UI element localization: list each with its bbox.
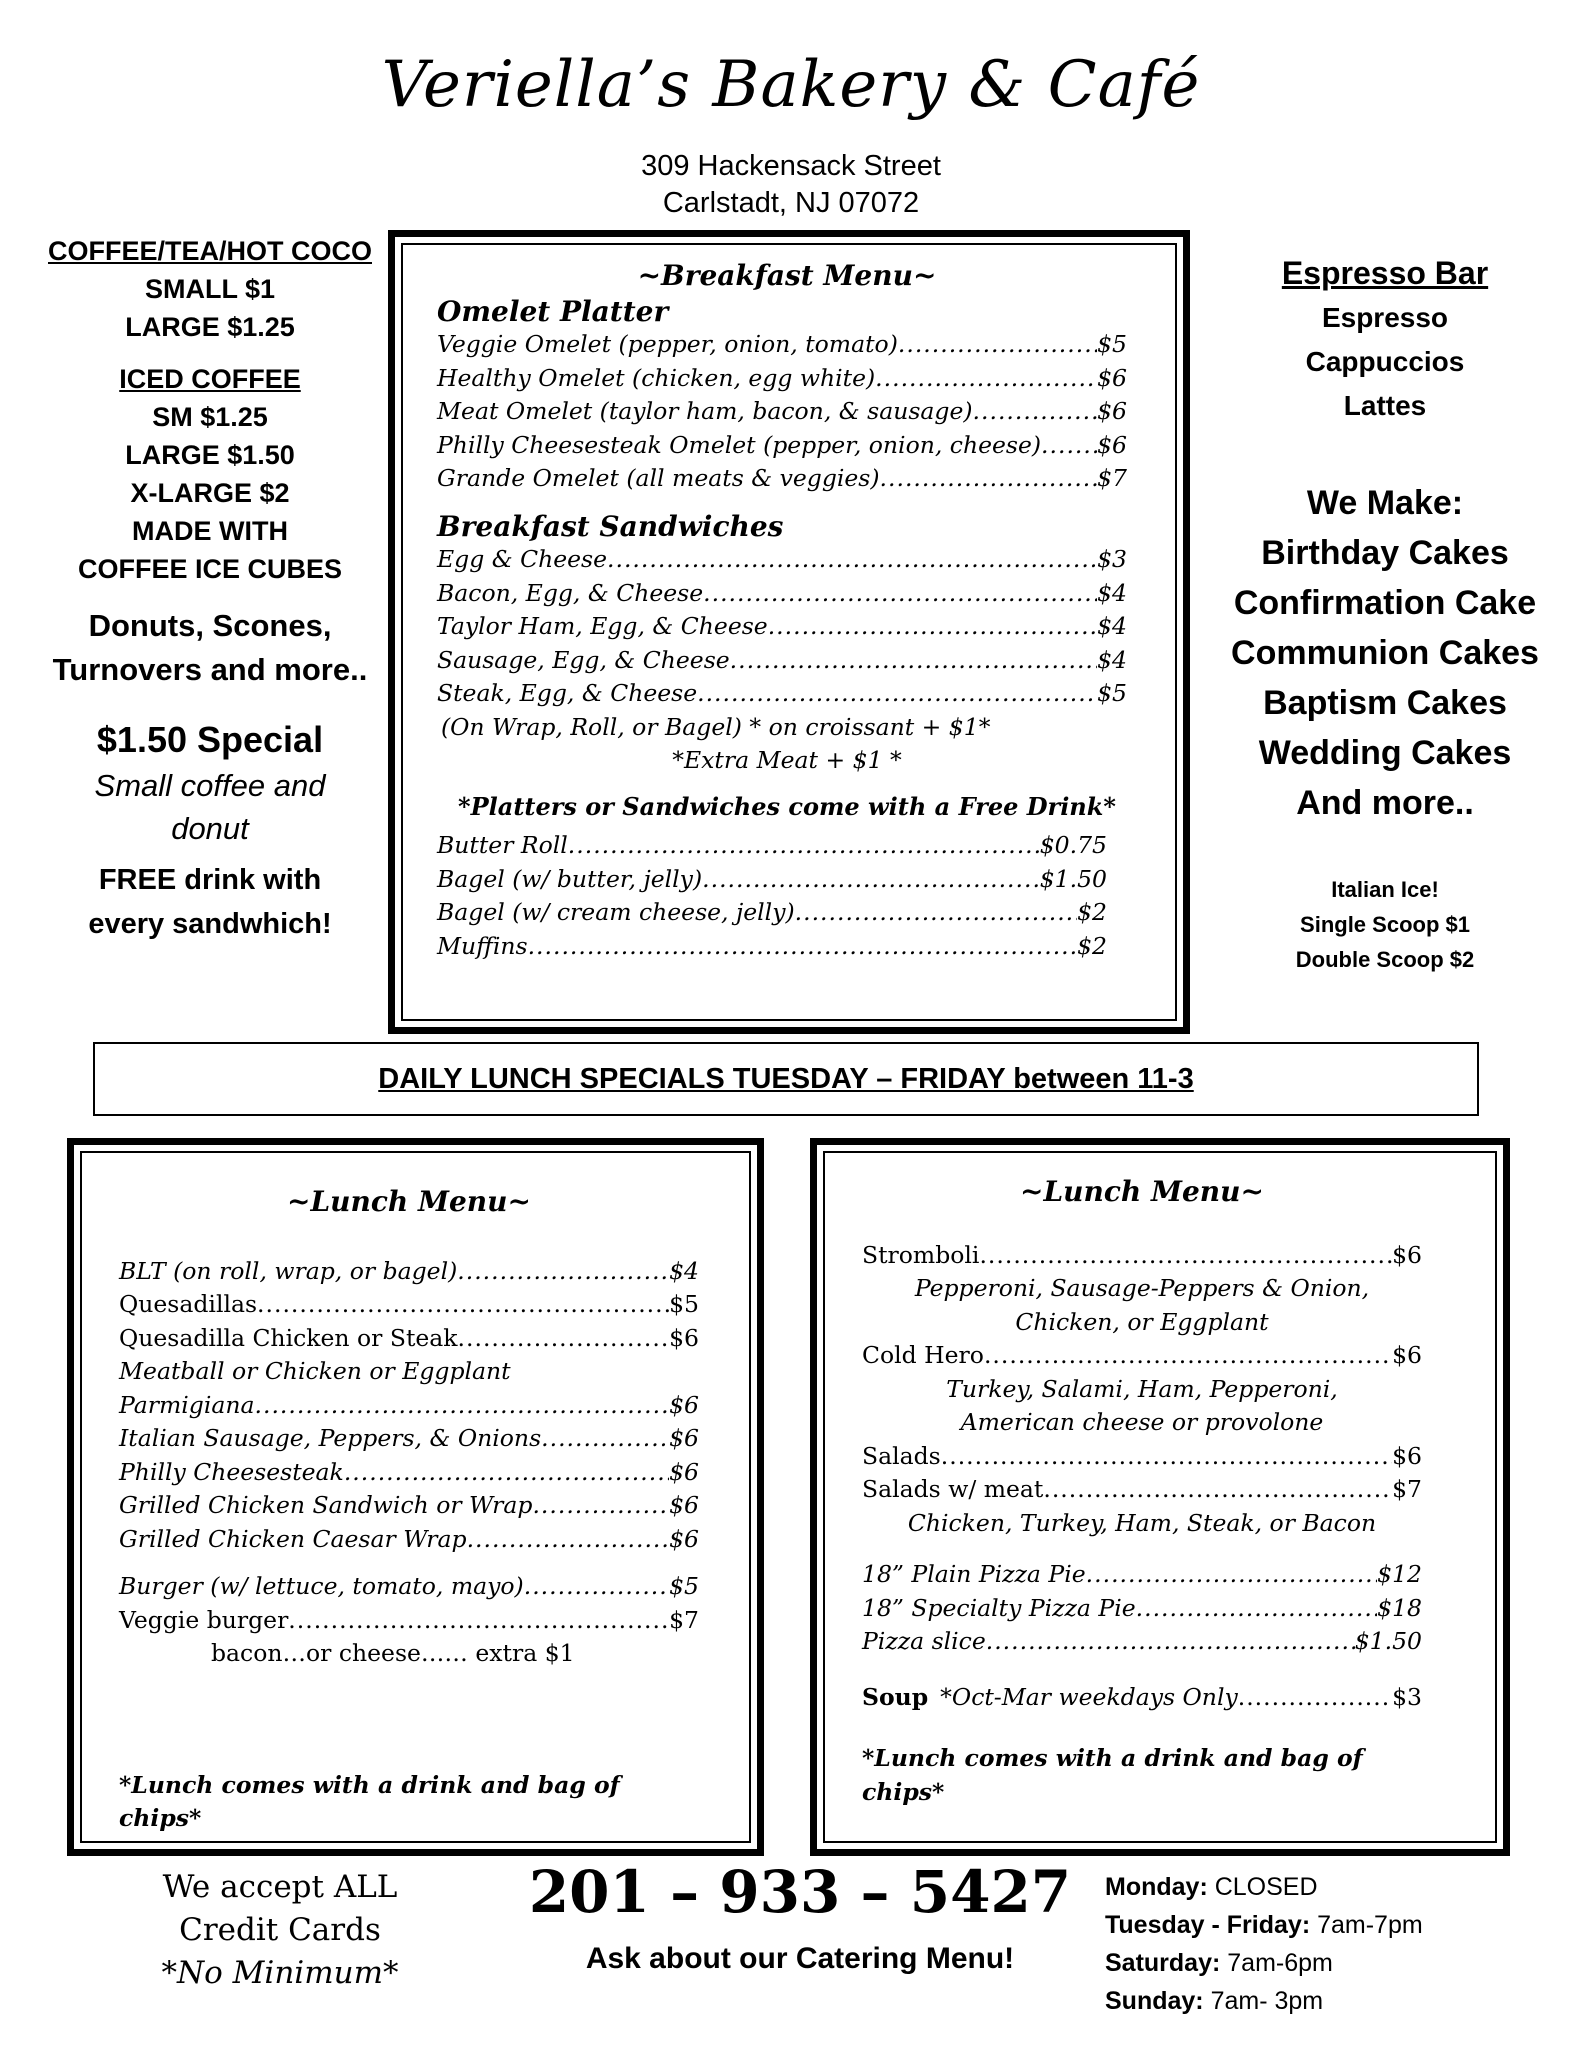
menu-item-price: $4 xyxy=(1097,645,1127,674)
menu-item-price: $6 xyxy=(669,1390,699,1419)
iced-note-2: COFFEE ICE CUBES xyxy=(77,554,343,584)
sandwich-title: Breakfast Sandwiches xyxy=(437,509,784,543)
pastry-line-1: Donuts, Scones, xyxy=(88,608,332,643)
menu-item-row xyxy=(437,462,1127,496)
credit-cards-line-1: We accept ALL xyxy=(162,1869,398,1905)
list-item: And more.. xyxy=(1296,784,1474,822)
salads-row xyxy=(862,1440,1422,1474)
menu-item-price: $6 xyxy=(669,1457,699,1486)
menu-item-price: $1.50 xyxy=(1354,1627,1422,1655)
hours-time: 7am- 3pm xyxy=(1203,1987,1324,2015)
dot-leader xyxy=(458,1322,670,1356)
menu-item-row xyxy=(437,896,1107,930)
hours-row xyxy=(1105,1944,1565,1982)
menu-item-name: Parmigiana xyxy=(119,1390,255,1419)
menu-item-name: Veggie Omelet (pepper, onion, tomato) xyxy=(437,330,898,358)
salads-name: Salads xyxy=(862,1441,941,1470)
menu-item-name: Grilled Chicken Sandwich or Wrap xyxy=(119,1491,533,1519)
phone-number[interactable]: 201 – 933 – 5427 xyxy=(528,1858,1072,1926)
lunch-left-list-b xyxy=(119,1389,699,1557)
dot-leader xyxy=(457,1255,669,1289)
soup-note: *Oct-Mar weekdays Only xyxy=(940,1682,1238,1711)
hours-time: 7am-6pm xyxy=(1220,1949,1333,1977)
menu-item-name: Italian Sausage, Peppers, & Onions xyxy=(119,1424,542,1452)
breakfast-menu-box xyxy=(388,230,1190,1034)
menu-item-row xyxy=(437,610,1127,644)
stromboli-desc-2: Chicken, or Eggplant xyxy=(1015,1307,1269,1336)
dot-leader xyxy=(1136,1592,1378,1626)
italian-ice-title: Italian Ice! xyxy=(1331,877,1439,902)
list-item: Confirmation Cake xyxy=(1233,584,1537,622)
iced-note: MADE WITH xyxy=(132,516,288,546)
hours-day: Saturday: xyxy=(1105,1949,1221,1977)
menu-item-price: $6 xyxy=(669,1491,699,1519)
coffee-title: COFFEE/TEA/HOT COCO xyxy=(48,236,372,266)
menu-item-name: BLT (on roll, wrap, or bagel) xyxy=(119,1256,458,1285)
hours-row xyxy=(1105,1868,1565,1906)
list-item: Espresso xyxy=(1321,302,1449,333)
hours-day: Tuesday - Friday: xyxy=(1105,1911,1311,1939)
pastry-line-2: Turnovers and more.. xyxy=(52,652,368,687)
menu-item-row xyxy=(437,429,1127,463)
menu-item-row xyxy=(437,543,1127,577)
espresso-list xyxy=(1195,296,1575,428)
list-item: Lattes xyxy=(1343,390,1427,421)
menu-item-name: Sausage, Egg, & Cheese xyxy=(437,645,730,674)
burger-name: Burger (w/ lettuce, tomato, mayo) xyxy=(119,1572,524,1600)
lunch-specials-banner xyxy=(93,1042,1479,1116)
coffee-small: SMALL $1 xyxy=(144,274,276,304)
credit-cards-line-3: *No Minimum* xyxy=(161,1955,399,1991)
parm-line: Meatball or Chicken or Eggplant xyxy=(119,1357,511,1385)
dot-leader xyxy=(255,1389,670,1423)
dot-leader xyxy=(697,677,1097,711)
dot-leader xyxy=(257,1288,669,1322)
menu-item-row xyxy=(862,1625,1422,1659)
iced-large: LARGE $1.50 xyxy=(125,440,295,470)
burger-row xyxy=(119,1570,699,1604)
sandwich-list xyxy=(437,543,1127,711)
special-desc-1: Small coffee and xyxy=(94,768,326,803)
menu-item-name: Muffins xyxy=(437,931,528,960)
omelet-list xyxy=(437,328,1127,496)
dot-leader xyxy=(730,644,1097,678)
hours-day: Monday: xyxy=(1105,1873,1208,1901)
salads-desc: Chicken, Turkey, Ham, Steak, or Bacon xyxy=(907,1508,1377,1537)
menu-item-name: Egg & Cheese xyxy=(437,545,607,573)
dot-leader xyxy=(795,896,1077,930)
special-desc-2: donut xyxy=(171,811,249,846)
pizza-list xyxy=(862,1558,1422,1659)
cold-hero-name: Cold Hero xyxy=(862,1341,984,1369)
sandwich-note-1: (On Wrap, Roll, or Bagel) * on croissant + $1* xyxy=(441,712,991,741)
bakery-title: Veriella’s Bakery & Café xyxy=(381,48,1201,122)
list-item: Wedding Cakes xyxy=(1258,734,1512,772)
espresso-title: Espresso Bar xyxy=(1281,255,1489,291)
lunch-right-footer: *Lunch comes with a drink and bag of chips* xyxy=(862,1744,1363,1806)
lunch-menu-left-box xyxy=(67,1138,764,1856)
dot-leader xyxy=(703,577,1097,611)
lunch-left-title: ~Lunch Menu~ xyxy=(286,1185,531,1218)
coffee-large: LARGE $1.25 xyxy=(125,312,295,342)
stromboli-desc-1: Pepperoni, Sausage-Peppers & Onion, xyxy=(914,1274,1370,1302)
menu-item-price: $18 xyxy=(1377,1593,1422,1622)
menu-item-name: Philly Cheesesteak xyxy=(119,1457,344,1486)
menu-item-price: $6 xyxy=(1097,363,1127,392)
salads-meat-name: Salads w/ meat xyxy=(862,1475,1044,1503)
menu-item-row xyxy=(437,328,1127,362)
omelet-title: Omelet Platter xyxy=(437,294,669,328)
menu-item-row xyxy=(437,930,1107,964)
menu-item-price: $12 xyxy=(1377,1560,1422,1588)
salads-meat-price: $7 xyxy=(1392,1475,1422,1503)
dot-leader xyxy=(467,1523,670,1557)
left-column xyxy=(30,232,390,946)
lunch-left-list-a xyxy=(119,1255,699,1356)
hours-row xyxy=(1105,1982,1565,2020)
menu-item-name: 18” Plain Pizza Pie xyxy=(862,1560,1086,1588)
hours-time: CLOSED xyxy=(1207,1873,1318,1901)
burger-price: $5 xyxy=(669,1572,699,1600)
veggie-burger-row xyxy=(119,1604,699,1638)
special-title: $1.50 Special xyxy=(96,719,324,760)
stromboli-row xyxy=(862,1239,1422,1273)
menu-item-price: $6 xyxy=(1097,430,1127,459)
menu-item-row xyxy=(119,1422,699,1456)
cold-hero-desc-1: Turkey, Salami, Ham, Pepperoni, xyxy=(946,1374,1338,1403)
dot-leader xyxy=(528,930,1078,964)
menu-item-row xyxy=(437,863,1107,897)
breakfast-content xyxy=(437,259,1137,963)
dot-leader xyxy=(541,1422,669,1456)
lunch-specials-text: DAILY LUNCH SPECIALS TUESDAY – FRIDAY between 11-3 xyxy=(378,1063,1194,1095)
menu-item-row xyxy=(119,1255,699,1289)
iced-title: ICED COFFEE xyxy=(119,364,301,394)
menu-item-price: $2 xyxy=(1077,931,1107,960)
cold-hero-desc-2: American cheese or provolone xyxy=(960,1408,1324,1436)
menu-item-name: Healthy Omelet (chicken, egg white) xyxy=(437,363,876,392)
credit-cards-note xyxy=(100,1866,460,1995)
italian-ice-double: Double Scoop $2 xyxy=(1295,947,1475,972)
dot-leader xyxy=(898,328,1097,362)
veggie-burger-name: Veggie burger xyxy=(119,1605,289,1634)
menu-item-row xyxy=(119,1288,699,1322)
menu-item-price: $4 xyxy=(669,1256,699,1285)
menu-item-price: $2 xyxy=(1077,898,1107,926)
free-drink-note: *Platters or Sandwiches come with a Free Drink* xyxy=(458,791,1116,821)
menu-item-price: $1.50 xyxy=(1039,864,1107,893)
menu-item-name: Bacon, Egg, & Cheese xyxy=(437,578,704,607)
menu-item-name: Grande Omelet (all meats & veggies) xyxy=(437,464,880,492)
menu-item-name: Pizza slice xyxy=(862,1627,986,1655)
menu-item-name: Philly Cheesesteak Omelet (pepper, onion, cheese) xyxy=(437,430,1042,459)
menu-item-name: Quesadilla Chicken or Steak xyxy=(119,1323,458,1352)
cold-hero-price: $6 xyxy=(1392,1341,1422,1369)
menu-item-row xyxy=(437,362,1127,396)
dot-leader xyxy=(702,863,1040,897)
menu-item-name: Meat Omelet (taylor ham, bacon, & sausage) xyxy=(437,397,973,425)
hours-day: Sunday: xyxy=(1105,1987,1204,2015)
dot-leader xyxy=(973,395,1098,429)
dot-leader xyxy=(1041,429,1097,463)
stromboli-price: $6 xyxy=(1392,1240,1422,1269)
right-column xyxy=(1195,250,1575,977)
menu-item-price: $6 xyxy=(1097,397,1127,425)
dot-leader xyxy=(568,829,1040,863)
menu-item-price: $5 xyxy=(669,1290,699,1318)
menu-item-row xyxy=(119,1489,699,1523)
free-drink-2: every sandwhich! xyxy=(88,908,332,940)
menu-item-price: $6 xyxy=(669,1524,699,1553)
list-item: Baptism Cakes xyxy=(1263,684,1507,722)
iced-small: SM $1.25 xyxy=(152,402,268,432)
lunch-left-content xyxy=(119,1185,699,1836)
cold-hero-row xyxy=(862,1339,1422,1373)
menu-item-price: $7 xyxy=(1097,464,1127,492)
menu-item-name: Bagel (w/ butter, jelly) xyxy=(437,864,703,893)
menu-item-row xyxy=(119,1322,699,1356)
dot-leader xyxy=(768,610,1097,644)
menu-item-name: 18” Specialty Pizza Pie xyxy=(862,1593,1136,1622)
burger-extra: bacon…or cheese…… extra $1 xyxy=(211,1639,575,1667)
menu-item-row xyxy=(437,577,1127,611)
menu-item-name: Taylor Ham, Egg, & Cheese xyxy=(437,612,768,640)
soup-row xyxy=(862,1681,1422,1715)
menu-item-price: $0.75 xyxy=(1039,831,1107,859)
dot-leader xyxy=(1086,1558,1377,1592)
menu-item-row xyxy=(119,1456,699,1490)
credit-cards-line-2: Credit Cards xyxy=(179,1912,381,1948)
stromboli-name: Stromboli xyxy=(862,1240,980,1269)
menu-item-row xyxy=(119,1523,699,1557)
menu-item-price: $6 xyxy=(669,1323,699,1352)
menu-item-row xyxy=(862,1558,1422,1592)
we-make-list xyxy=(1195,528,1575,828)
veggie-burger-price: $7 xyxy=(669,1605,699,1634)
menu-item-price: $6 xyxy=(669,1424,699,1452)
soup-price: $3 xyxy=(1392,1682,1422,1711)
menu-item-name: Quesadillas xyxy=(119,1290,258,1318)
dot-leader xyxy=(875,362,1097,396)
menu-item-name: Bagel (w/ cream cheese, jelly) xyxy=(437,898,795,926)
menu-item-name: Grilled Chicken Caesar Wrap xyxy=(119,1524,467,1553)
lunch-right-content xyxy=(862,1175,1422,1809)
dot-leader xyxy=(532,1489,669,1523)
menu-item-row xyxy=(119,1389,699,1423)
list-item: Communion Cakes xyxy=(1231,634,1539,672)
free-drink-1: FREE drink with xyxy=(98,864,322,896)
sandwich-note-2: *Extra Meat + $1 * xyxy=(672,746,902,774)
bakery-items-list xyxy=(437,829,1107,963)
lunch-left-footer: *Lunch comes with a drink and bag of chips* xyxy=(119,1770,620,1832)
menu-item-row xyxy=(437,644,1127,678)
lunch-right-title: ~Lunch Menu~ xyxy=(1019,1175,1264,1208)
catering-note: Ask about our Catering Menu! xyxy=(585,1942,1015,1975)
salads-meat-row xyxy=(862,1473,1422,1507)
menu-item-price: $5 xyxy=(1097,330,1127,358)
dot-leader xyxy=(880,462,1098,496)
store-hours xyxy=(1105,1868,1565,2020)
address-city: Carlstadt, NJ 07072 xyxy=(662,187,920,219)
menu-item-price: $4 xyxy=(1097,612,1127,640)
menu-item-row xyxy=(437,395,1127,429)
breakfast-title: ~Breakfast Menu~ xyxy=(637,259,937,292)
address xyxy=(0,148,1582,222)
menu-item-row xyxy=(437,829,1107,863)
lunch-menu-right-box xyxy=(810,1138,1510,1856)
list-item: Cappuccios xyxy=(1305,346,1465,377)
italian-ice-single: Single Scoop $1 xyxy=(1300,912,1470,937)
menu-item-name: Butter Roll xyxy=(437,831,568,859)
address-street: 309 Hackensack Street xyxy=(641,150,941,182)
iced-xlarge: X-LARGE $2 xyxy=(130,478,290,508)
hours-row xyxy=(1105,1906,1565,1944)
list-item: Birthday Cakes xyxy=(1261,534,1509,572)
dot-leader xyxy=(607,543,1097,577)
menu-item-price: $5 xyxy=(1097,679,1127,707)
menu-item-row xyxy=(862,1592,1422,1626)
dot-leader xyxy=(344,1456,669,1490)
menu-item-row xyxy=(437,677,1127,711)
we-make-title: We Make: xyxy=(1306,484,1464,522)
hours-time: 7am-7pm xyxy=(1310,1911,1423,1939)
menu-item-name: Steak, Egg, & Cheese xyxy=(437,679,698,707)
dot-leader xyxy=(986,1625,1355,1659)
soup-label: Soup xyxy=(862,1682,929,1711)
salads-price: $6 xyxy=(1392,1441,1422,1470)
menu-item-price: $3 xyxy=(1097,545,1127,573)
menu-item-price: $4 xyxy=(1097,578,1127,607)
